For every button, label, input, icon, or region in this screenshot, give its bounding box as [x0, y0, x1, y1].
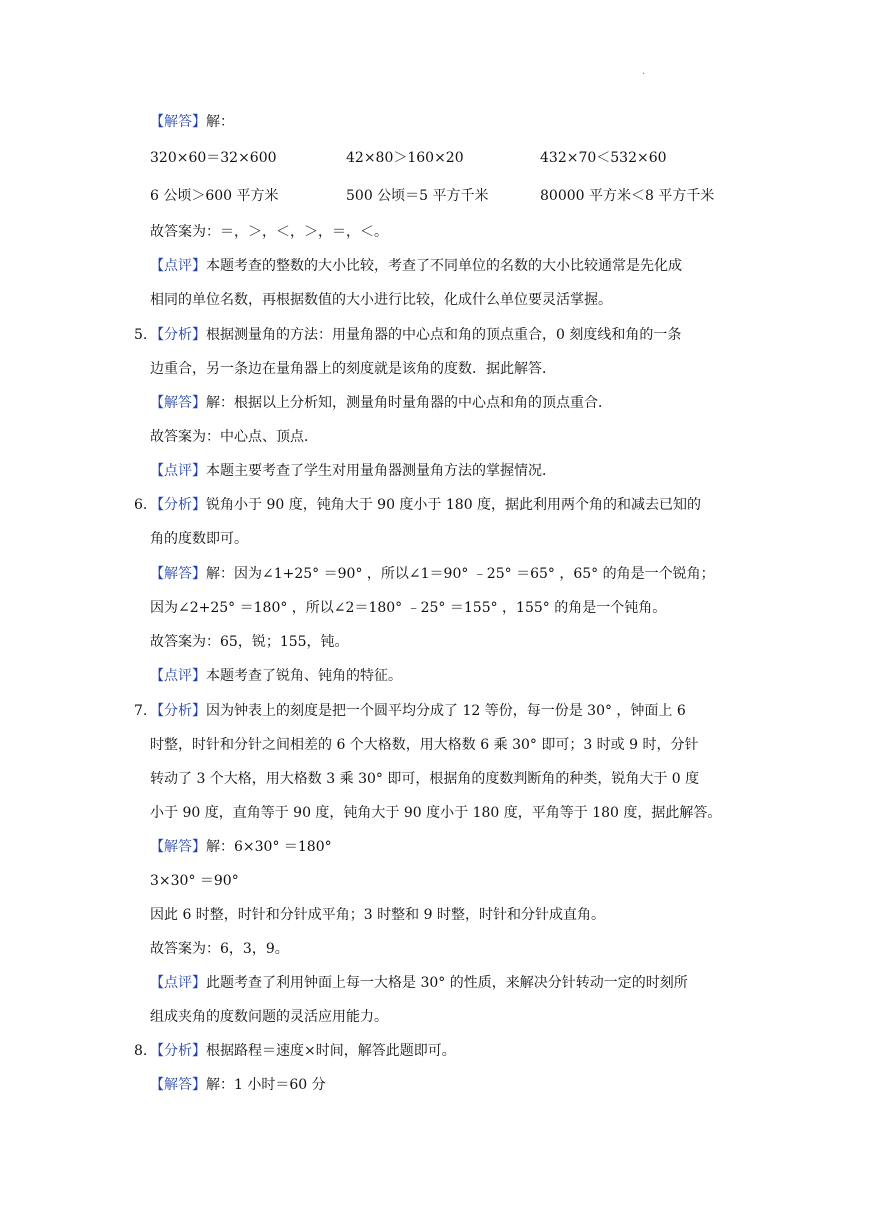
analysis-tag: 【分析】: [150, 327, 206, 343]
q5-analysis-line1: [150, 325, 681, 345]
q7-review-line1: [150, 973, 688, 993]
q4-review-line1: [150, 256, 682, 276]
q8-answer-text: 解：1 小时＝60 分: [206, 1077, 326, 1093]
q5-review-text: 本题主要考查了学生对用量角器测量角方法的掌握情况．: [206, 463, 556, 479]
q5-result: 故答案为：中心点、顶点．: [150, 429, 318, 445]
review-tag: 【点评】: [150, 975, 206, 991]
review-tag: 【点评】: [150, 668, 206, 684]
q8-number: 8.: [134, 1043, 148, 1059]
q6-review-line: [150, 666, 402, 686]
q8-answer-line: [150, 1075, 326, 1095]
q4-review-line2: 相同的单位名数，再根据数值的大小进行比较，化成什么单位要灵活掌握。: [150, 292, 612, 308]
q5-answer-line: [150, 393, 612, 413]
q4-comparison-6: 80000 平方米＜8 平方千米: [540, 188, 715, 204]
answer-tag: 【解答】: [150, 114, 206, 130]
analysis-tag: 【分析】: [150, 1043, 206, 1059]
q7-result: 故答案为：6，3，9。: [150, 941, 289, 957]
q7-review-line2: 组成夹角的度数问题的灵活应用能力。: [150, 1009, 388, 1025]
q7-answer-line2: 3×30° ＝90°: [150, 873, 239, 889]
q4-comparison-3: 432×70＜532×60: [540, 150, 667, 166]
q7-analysis-text1: 因为钟表上的刻度是把一个圆平均分成了 12 等份，每一份是 30° ，钟面上 6: [206, 703, 686, 719]
q7-answer-line1: [150, 837, 332, 857]
q5-number: 5.: [134, 327, 148, 343]
q6-number: 6.: [134, 497, 148, 513]
answer-tag: 【解答】: [150, 566, 206, 582]
q6-analysis-text1: 锐角小于 90 度，钝角大于 90 度小于 180 度，据此利用两个角的和减去已知的: [206, 497, 702, 513]
q4-answer-line: [150, 112, 234, 132]
q7-number: 7.: [134, 703, 148, 719]
q7-review-text1: 此题考查了利用钟面上每一大格是 30° 的性质，来解决分针转动一定的时刻所: [206, 975, 688, 991]
q4-comparison-4: 6 公顷＞600 平方米: [150, 188, 279, 204]
q6-answer-line2: 因为∠2+25° ＝180° ，所以∠2＝180° ﹣25° ＝155° ，155° 的角是一个钝角。: [150, 600, 667, 616]
q7-analysis-line3: 转动了 3 个大格，用大格数 3 乘 30° 即可，根据角的度数判断角的种类，锐角大于 0 度: [150, 771, 700, 787]
q6-answer-text1: 解：因为∠1+25° ＝90° ，所以∠1＝90° ﹣25° ＝65° ，65° 的角是一个锐角；: [206, 566, 715, 582]
q4-result: 故答案为：＝，＞，＜，＞，＝，＜。: [150, 224, 388, 240]
q6-review-text: 本题考查了锐角、钝角的特征。: [206, 668, 402, 684]
q7-answer-line3: 因此 6 时整，时针和分针成平角；3 时整和 9 时整，时针和分针成直角。: [150, 907, 605, 923]
q4-review-text1: 本题考查的整数的大小比较，考查了不同单位的名数的大小比较通常是先化成: [206, 258, 682, 274]
q4-comparison-1: 320×60＝32×600: [150, 150, 277, 166]
q7-answer-text1: 解：6×30° ＝180°: [206, 839, 332, 855]
review-tag: 【点评】: [150, 463, 206, 479]
q4-answer-text: 解：: [206, 114, 234, 130]
q6-analysis-line1: [150, 495, 701, 515]
q4-comparison-2: 42×80＞160×20: [346, 150, 464, 166]
analysis-tag: 【分析】: [150, 703, 206, 719]
answer-tag: 【解答】: [150, 1077, 206, 1093]
q7-analysis-line1: [150, 701, 686, 721]
answer-tag: 【解答】: [150, 395, 206, 411]
q6-answer-line1: [150, 564, 715, 584]
q7-analysis-line2: 时整，时针和分针之间相差的 6 个大格数，用大格数 6 乘 30° 即可；3 时或 9 时，分针: [150, 737, 699, 753]
analysis-tag: 【分析】: [150, 497, 206, 513]
q5-review-line: [150, 461, 556, 481]
page-mark: .: [642, 66, 646, 77]
q5-answer-text: 解：根据以上分析知，测量角时量角器的中心点和角的顶点重合．: [206, 395, 612, 411]
q8-analysis-text: 根据路程＝速度×时间，解答此题即可。: [206, 1043, 456, 1059]
q5-analysis-line2: 边重合，另一条边在量角器上的刻度就是该角的度数．据此解答．: [150, 361, 556, 377]
q6-result: 故答案为：65，锐；155，钝。: [150, 634, 349, 650]
answer-tag: 【解答】: [150, 839, 206, 855]
q8-analysis-line: [150, 1041, 456, 1061]
q5-analysis-text1: 根据测量角的方法：用量角器的中心点和角的顶点重合，0 刻度线和角的一条: [206, 327, 682, 343]
review-tag: 【点评】: [150, 258, 206, 274]
q4-comparison-5: 500 公顷＝5 平方千米: [346, 188, 489, 204]
q6-analysis-line2: 角的度数即可。: [150, 531, 248, 547]
q7-analysis-line4: 小于 90 度，直角等于 90 度，钝角大于 90 度小于 180 度，平角等于 180 度，据此解答。: [150, 805, 722, 821]
